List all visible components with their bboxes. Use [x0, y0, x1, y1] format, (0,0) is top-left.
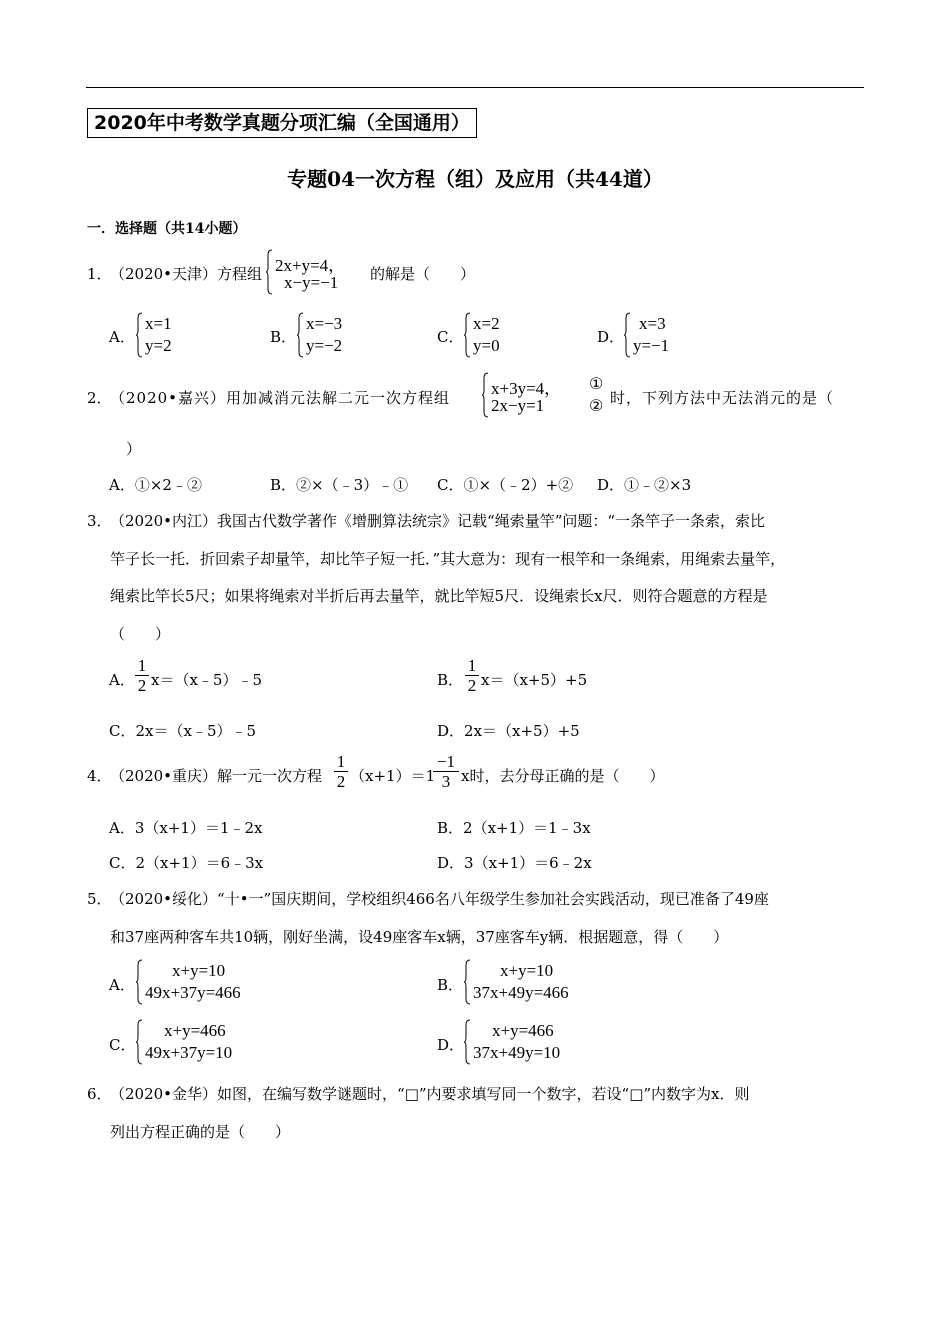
q3-option-c[interactable]: C．2x＝（x﹣5）﹣5 [109, 722, 257, 740]
option-row2: 49x+37y=466 [145, 983, 241, 1002]
option-row1: x=1 [145, 314, 172, 333]
q2-system [482, 372, 612, 418]
option-label: B． [437, 671, 464, 689]
q4-tail: x时，去分母正确的是（ ） [461, 767, 665, 785]
section-title: 一．选择题（共14小题） [87, 221, 247, 237]
q6-line-1: （2020•金华）如图，在编写数学谜题时，“□”内要求填写同一个数字，若设“□”内数字为x．则 [110, 1085, 750, 1103]
q2-tail: 时，下列方法中无法消元的是（ [610, 389, 835, 407]
fraction-numerator: 1 [336, 752, 346, 771]
option-label: D． [437, 1036, 465, 1054]
q3-line-3: 绳索比竿长5尺；如果将绳索对半折后再去量竿，就比竿短5尺．设绳索长x尺．则符合题意的方程是 [110, 587, 768, 605]
q4-option-d[interactable]: D．3（x+1）＝6﹣2x [437, 854, 592, 872]
q4-fraction-1 [334, 752, 348, 791]
q4-mid: （x+1）＝1 [350, 767, 436, 785]
option-system [464, 312, 524, 358]
q2-option-b[interactable]: B．②×（﹣3）﹣① [270, 476, 409, 494]
option-system [297, 312, 367, 358]
option-label: A． [109, 671, 135, 689]
option-rest: x＝（x+5）+5 [481, 671, 588, 689]
q2-option-c[interactable]: C．①×（﹣2）+② [437, 476, 574, 494]
q1-system [266, 249, 371, 295]
option-row1: x+y=10 [172, 961, 226, 980]
q2-system-row2: 2x−y=1 [491, 396, 545, 415]
option-fraction [465, 656, 479, 695]
option-row2: y=−2 [306, 336, 343, 355]
q3-line-2: 竿子长一托．折回索子却量竿，却比竿子短一托．”其大意为：现有一根竿和一条绳索，用绳索去量竿， [110, 550, 786, 568]
q4-num: 4． [87, 767, 112, 785]
fraction-denominator: 3 [441, 772, 451, 791]
option-system [136, 959, 276, 1005]
option-row2: 37x+49y=466 [473, 983, 569, 1002]
option-fraction [135, 656, 149, 695]
q1-num: 1． [87, 265, 112, 283]
option-system [464, 1019, 604, 1065]
option-label: C． [437, 328, 464, 346]
option-row2: y=−1 [633, 336, 670, 355]
q3-num: 3． [87, 512, 112, 530]
topic-title: 专题04一次方程（组）及应用（共44道） [287, 167, 663, 191]
q1-system-row2: x−y=−1 [284, 273, 339, 292]
option-system [136, 312, 196, 358]
option-row1: x+y=466 [164, 1021, 226, 1040]
option-row2: y=0 [473, 336, 500, 355]
option-row1: x+y=10 [500, 961, 554, 980]
header-rule [86, 87, 864, 88]
option-row1: x=3 [639, 314, 666, 333]
option-label: B． [437, 976, 464, 994]
q2-num: 2． [87, 389, 112, 407]
option-label: B． [270, 328, 297, 346]
option-row2: 37x+49y=10 [473, 1043, 561, 1062]
q4-option-a[interactable]: A．3（x+1）＝1﹣2x [109, 819, 263, 837]
option-system [624, 312, 694, 358]
q5-line-2: 和37座两种客车共10辆，刚好坐满，设49座客车x辆，37座客车y辆．根据题意，得（ ） [110, 928, 729, 946]
fraction-numerator: 1 [467, 656, 477, 675]
q2-mark-2: ② [589, 396, 604, 415]
q1-tail: 的解是（ ） [370, 265, 476, 283]
option-system [464, 959, 604, 1005]
q2-tail-2: ） [126, 440, 142, 458]
option-label: C． [109, 1036, 136, 1054]
option-row1: x=2 [473, 314, 500, 333]
option-row1: x=−3 [306, 314, 343, 333]
q2-option-a[interactable]: A．①×2﹣② [109, 476, 202, 494]
q2-system-row1: x+3y=4， [491, 379, 562, 398]
option-label: A． [109, 328, 135, 346]
fraction-numerator: 1 [137, 656, 147, 675]
fraction-numerator: −1 [436, 752, 456, 771]
q4-fraction-2 [433, 752, 459, 791]
option-row2: y=2 [145, 336, 172, 355]
option-label: A． [109, 976, 135, 994]
option-row2: 49x+37y=10 [145, 1043, 233, 1062]
q4-option-b[interactable]: B．2（x+1）＝1﹣3x [437, 819, 591, 837]
q3-line-4: （ ） [110, 625, 171, 643]
q2-mark-1: ① [589, 374, 604, 393]
q2-text: （2020•嘉兴）用加减消元法解二元一次方程组 [110, 389, 451, 407]
series-title: 2020年中考数学真题分项汇编（全国通用） [87, 108, 477, 138]
q6-line-2: 列出方程正确的是（ ） [110, 1123, 291, 1141]
option-row1: x+y=466 [492, 1021, 554, 1040]
fraction-denominator: 2 [336, 772, 346, 791]
q5-line-1: （2020•绥化）“十•一”国庆期间，学校组织466名八年级学生参加社会实践活动，现已准备了49座 [110, 890, 769, 908]
q1-system-row1: 2x+y=4， [275, 256, 346, 275]
fraction-denominator: 2 [137, 676, 147, 695]
option-label: D． [597, 328, 625, 346]
q4-option-c[interactable]: C．2（x+1）＝6﹣3x [109, 854, 264, 872]
option-system [136, 1019, 276, 1065]
fraction-denominator: 2 [467, 676, 477, 695]
q2-option-d[interactable]: D．①﹣②×3 [597, 476, 692, 494]
q4-text: （2020•重庆）解一元一次方程 [110, 767, 323, 785]
option-rest: x＝（x﹣5）﹣5 [151, 671, 263, 689]
q1-source: （2020•天津）方程组 [110, 265, 263, 283]
q5-num: 5． [87, 890, 112, 908]
q3-line-1: （2020•内江）我国古代数学著作《增删算法统宗》记载“绳索量竿”问题：“一条竿子一条索，索比 [110, 512, 766, 530]
q6-num: 6． [87, 1085, 112, 1103]
q3-option-d[interactable]: D．2x＝（x+5）+5 [437, 722, 580, 740]
